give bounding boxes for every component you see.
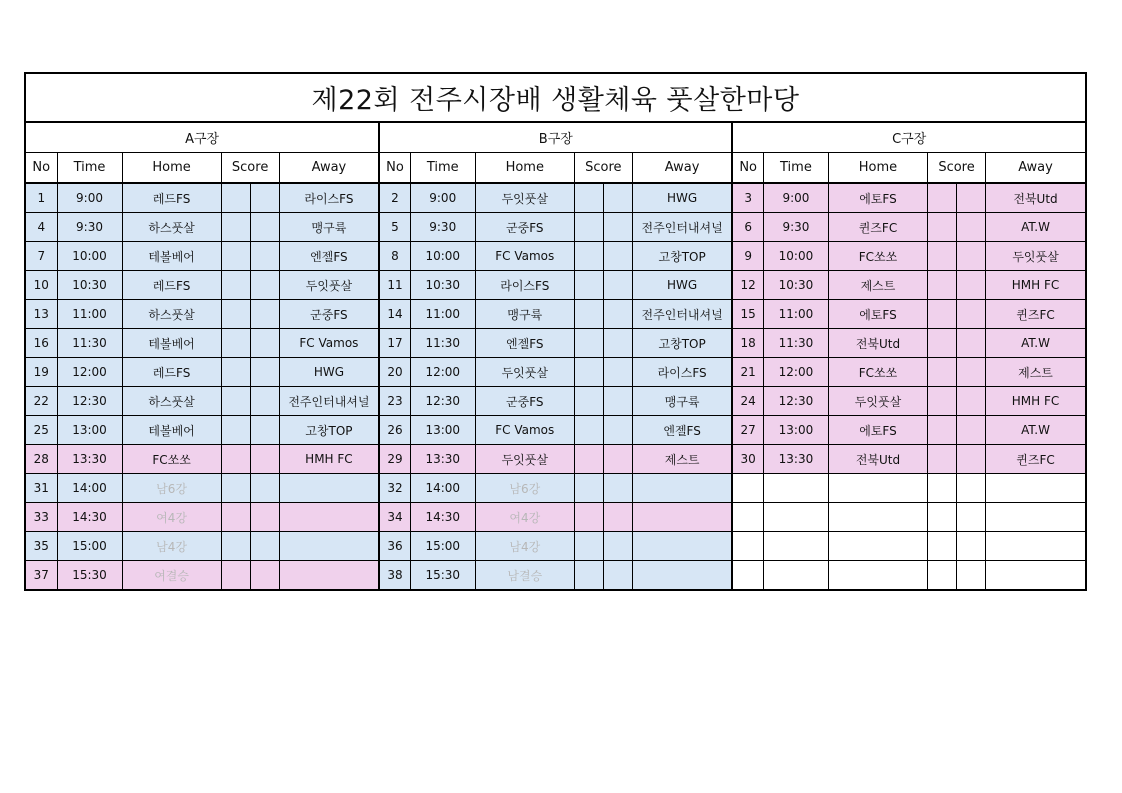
field-c-home-score-cell <box>928 329 957 358</box>
field-c-home-team: FC쏘쏘 <box>828 242 927 271</box>
field-b-away-team: 고창TOP <box>632 329 732 358</box>
field-a-home-team: FC쏘쏘 <box>122 445 221 474</box>
column-header-away: Away <box>279 153 379 184</box>
field-c-home-team: 에토FS <box>828 300 927 329</box>
field-b-home-team: 남4강 <box>475 532 574 561</box>
field-b-away-score-cell <box>603 213 632 242</box>
field-c-home-score-cell <box>928 416 957 445</box>
field-b-home-team: 두잇풋살 <box>475 445 574 474</box>
field-a-away-team: 엔젤FS <box>279 242 379 271</box>
field-b-away-score-cell <box>603 561 632 591</box>
field-b-away-team: HWG <box>632 183 732 213</box>
field-a-away-score-cell <box>250 329 279 358</box>
field-c-match-no: 30 <box>732 445 763 474</box>
field-c-away-score-cell <box>957 242 986 271</box>
field-b-home-team: 남결승 <box>475 561 574 591</box>
field-a-home-team: 남4강 <box>122 532 221 561</box>
field-b-match-no: 23 <box>379 387 410 416</box>
field-c-away-team <box>986 503 1086 532</box>
column-header-time: Time <box>763 153 828 184</box>
field-c-home-score-cell <box>928 445 957 474</box>
field-b-away-team: 고창TOP <box>632 242 732 271</box>
field-b-match-time: 9:30 <box>410 213 475 242</box>
column-header-away: Away <box>632 153 732 184</box>
field-a-home-score-cell <box>221 474 250 503</box>
field-b-home-team: 군중FS <box>475 387 574 416</box>
field-a-home-team: 레드FS <box>122 183 221 213</box>
field-b-match-time: 15:00 <box>410 532 475 561</box>
field-a-away-team: 군중FS <box>279 300 379 329</box>
field-c-away-team: HMH FC <box>986 271 1086 300</box>
column-header-score: Score <box>574 153 632 184</box>
table-row <box>25 242 1086 271</box>
field-b-home-score-cell <box>574 271 603 300</box>
field-b-away-score-cell <box>603 358 632 387</box>
field-c-away-team: HMH FC <box>986 387 1086 416</box>
field-a-home-score-cell <box>221 358 250 387</box>
field-c-away-score-cell <box>957 300 986 329</box>
field-c-match-time <box>763 474 828 503</box>
field-b-away-score-cell <box>603 503 632 532</box>
field-a-match-time: 10:00 <box>57 242 122 271</box>
field-c-away-team: 퀸즈FC <box>986 300 1086 329</box>
field-c-header: C구장 <box>732 122 1086 153</box>
column-header-time: Time <box>57 153 122 184</box>
field-c-away-score-cell <box>957 474 986 503</box>
field-a-home-score-cell <box>221 503 250 532</box>
field-a-match-no: 7 <box>25 242 57 271</box>
field-a-away-score-cell <box>250 387 279 416</box>
field-c-match-no: 12 <box>732 271 763 300</box>
field-a-home-team: 여4강 <box>122 503 221 532</box>
field-a-away-score-cell <box>250 358 279 387</box>
field-c-home-team: 제스트 <box>828 271 927 300</box>
field-c-match-time: 13:30 <box>763 445 828 474</box>
field-a-away-score-cell <box>250 300 279 329</box>
field-b-home-team: 맹구륙 <box>475 300 574 329</box>
field-c-away-score-cell <box>957 445 986 474</box>
table-row <box>25 387 1086 416</box>
field-c-home-team <box>828 474 927 503</box>
field-b-match-time: 11:30 <box>410 329 475 358</box>
field-b-away-score-cell <box>603 329 632 358</box>
field-a-match-no: 10 <box>25 271 57 300</box>
field-c-away-score-cell <box>957 271 986 300</box>
field-a-match-time: 10:30 <box>57 271 122 300</box>
field-b-match-time: 14:00 <box>410 474 475 503</box>
field-a-away-team <box>279 532 379 561</box>
field-c-away-team: 퀸즈FC <box>986 445 1086 474</box>
column-header-no: No <box>25 153 57 184</box>
field-a-away-score-cell <box>250 532 279 561</box>
field-b-header: B구장 <box>379 122 732 153</box>
field-b-home-score-cell <box>574 532 603 561</box>
field-b-match-time: 13:30 <box>410 445 475 474</box>
field-b-away-team: HWG <box>632 271 732 300</box>
field-c-away-score-cell <box>957 358 986 387</box>
field-c-match-time: 12:30 <box>763 387 828 416</box>
field-c-home-score-cell <box>928 561 957 591</box>
field-a-home-score-cell <box>221 300 250 329</box>
field-a-match-time: 13:30 <box>57 445 122 474</box>
field-c-match-no <box>732 532 763 561</box>
table-row <box>25 271 1086 300</box>
field-a-away-team: 두잇풋살 <box>279 271 379 300</box>
field-a-home-score-cell <box>221 183 250 213</box>
field-b-match-no: 17 <box>379 329 410 358</box>
field-a-match-no: 4 <box>25 213 57 242</box>
field-b-away-team: 전주인터내셔널 <box>632 300 732 329</box>
field-a-away-team: 라이스FS <box>279 183 379 213</box>
field-c-away-score-cell <box>957 503 986 532</box>
column-header-score: Score <box>928 153 986 184</box>
field-c-home-score-cell <box>928 503 957 532</box>
field-b-match-no: 2 <box>379 183 410 213</box>
table-row <box>25 358 1086 387</box>
field-c-match-time: 9:00 <box>763 183 828 213</box>
field-c-away-team <box>986 474 1086 503</box>
field-b-away-team <box>632 503 732 532</box>
field-c-away-team: AT.W <box>986 329 1086 358</box>
field-c-home-score-cell <box>928 474 957 503</box>
field-b-away-score-cell <box>603 300 632 329</box>
field-a-header: A구장 <box>25 122 379 153</box>
field-b-match-time: 15:30 <box>410 561 475 591</box>
field-b-home-score-cell <box>574 387 603 416</box>
field-b-match-time: 14:30 <box>410 503 475 532</box>
field-c-home-team: 두잇풋살 <box>828 387 927 416</box>
field-a-away-score-cell <box>250 242 279 271</box>
field-b-away-team: 엔젤FS <box>632 416 732 445</box>
field-b-match-no: 34 <box>379 503 410 532</box>
field-a-home-score-cell <box>221 213 250 242</box>
field-b-home-team: 엔젤FS <box>475 329 574 358</box>
field-c-match-no <box>732 561 763 591</box>
field-a-away-team: 맹구륙 <box>279 213 379 242</box>
field-c-home-score-cell <box>928 300 957 329</box>
field-b-away-team: 맹구륙 <box>632 387 732 416</box>
field-b-home-score-cell <box>574 503 603 532</box>
table-row <box>25 183 1086 213</box>
field-b-away-score-cell <box>603 532 632 561</box>
field-a-away-score-cell <box>250 416 279 445</box>
table-row <box>25 532 1086 561</box>
field-c-away-score-cell <box>957 183 986 213</box>
field-b-home-score-cell <box>574 358 603 387</box>
field-c-away-team <box>986 532 1086 561</box>
field-a-away-score-cell <box>250 561 279 591</box>
field-a-home-team: 남6강 <box>122 474 221 503</box>
field-c-away-team <box>986 561 1086 591</box>
field-a-home-score-cell <box>221 532 250 561</box>
field-b-away-team <box>632 532 732 561</box>
field-a-match-time: 11:30 <box>57 329 122 358</box>
field-b-match-time: 12:30 <box>410 387 475 416</box>
field-b-match-no: 11 <box>379 271 410 300</box>
field-a-home-score-cell <box>221 271 250 300</box>
field-a-match-time: 12:00 <box>57 358 122 387</box>
column-header-home: Home <box>122 153 221 184</box>
field-b-home-team: FC Vamos <box>475 242 574 271</box>
field-c-match-no: 6 <box>732 213 763 242</box>
field-b-match-time: 10:00 <box>410 242 475 271</box>
field-c-away-team: 전북Utd <box>986 183 1086 213</box>
field-c-away-score-cell <box>957 387 986 416</box>
field-a-away-score-cell <box>250 213 279 242</box>
field-a-away-score-cell <box>250 271 279 300</box>
field-b-home-team: 남6강 <box>475 474 574 503</box>
column-header-home: Home <box>475 153 574 184</box>
field-b-away-score-cell <box>603 416 632 445</box>
field-b-home-score-cell <box>574 561 603 591</box>
field-a-home-team: 레드FS <box>122 358 221 387</box>
field-a-match-no: 35 <box>25 532 57 561</box>
field-a-away-team <box>279 503 379 532</box>
field-c-match-no <box>732 503 763 532</box>
field-a-away-score-cell <box>250 183 279 213</box>
field-c-match-no <box>732 474 763 503</box>
table-row <box>25 329 1086 358</box>
field-c-home-team: 에토FS <box>828 183 927 213</box>
field-a-home-team: 테볼베어 <box>122 242 221 271</box>
field-c-home-team <box>828 561 927 591</box>
field-b-match-no: 8 <box>379 242 410 271</box>
field-b-home-score-cell <box>574 242 603 271</box>
field-a-home-score-cell <box>221 561 250 591</box>
field-b-home-score-cell <box>574 416 603 445</box>
field-a-match-no: 37 <box>25 561 57 591</box>
field-c-match-time: 10:30 <box>763 271 828 300</box>
field-a-home-score-cell <box>221 329 250 358</box>
field-b-match-no: 14 <box>379 300 410 329</box>
field-a-match-time: 14:30 <box>57 503 122 532</box>
field-a-home-team: 여결승 <box>122 561 221 591</box>
field-b-match-time: 12:00 <box>410 358 475 387</box>
field-a-away-score-cell <box>250 445 279 474</box>
field-b-match-time: 9:00 <box>410 183 475 213</box>
table-row <box>25 503 1086 532</box>
table-row <box>25 416 1086 445</box>
field-a-match-no: 19 <box>25 358 57 387</box>
field-b-home-team: 두잇풋살 <box>475 183 574 213</box>
field-b-match-no: 5 <box>379 213 410 242</box>
field-c-match-time <box>763 561 828 591</box>
field-b-away-score-cell <box>603 271 632 300</box>
field-a-match-no: 1 <box>25 183 57 213</box>
field-a-match-time: 15:30 <box>57 561 122 591</box>
field-b-match-no: 32 <box>379 474 410 503</box>
table-row <box>25 445 1086 474</box>
field-a-away-score-cell <box>250 474 279 503</box>
field-c-home-score-cell <box>928 213 957 242</box>
field-c-away-team: 두잇풋살 <box>986 242 1086 271</box>
field-c-match-time: 9:30 <box>763 213 828 242</box>
field-a-home-team: 하스풋살 <box>122 387 221 416</box>
field-c-match-time: 12:00 <box>763 358 828 387</box>
column-header-no: No <box>379 153 410 184</box>
table-row <box>25 474 1086 503</box>
field-a-home-score-cell <box>221 387 250 416</box>
field-b-home-score-cell <box>574 445 603 474</box>
field-c-away-score-cell <box>957 561 986 591</box>
field-a-away-score-cell <box>250 503 279 532</box>
page-title: 제22회 전주시장배 생활체육 풋살한마당 <box>25 73 1086 122</box>
field-b-match-time: 10:30 <box>410 271 475 300</box>
field-c-home-score-cell <box>928 183 957 213</box>
schedule-table <box>24 72 1087 591</box>
field-c-match-time: 11:00 <box>763 300 828 329</box>
field-c-away-score-cell <box>957 213 986 242</box>
field-b-away-score-cell <box>603 445 632 474</box>
field-c-match-no: 18 <box>732 329 763 358</box>
field-a-match-no: 25 <box>25 416 57 445</box>
field-c-home-score-cell <box>928 358 957 387</box>
field-a-home-team: 레드FS <box>122 271 221 300</box>
field-a-match-time: 14:00 <box>57 474 122 503</box>
field-c-home-team: 전북Utd <box>828 445 927 474</box>
field-b-away-team <box>632 561 732 591</box>
field-a-home-team: 하스풋살 <box>122 213 221 242</box>
field-b-match-no: 38 <box>379 561 410 591</box>
field-b-away-team: 전주인터내셔널 <box>632 213 732 242</box>
field-c-away-score-cell <box>957 532 986 561</box>
field-b-match-time: 11:00 <box>410 300 475 329</box>
field-a-home-team: 하스풋살 <box>122 300 221 329</box>
field-b-home-score-cell <box>574 329 603 358</box>
field-a-home-score-cell <box>221 445 250 474</box>
field-a-match-no: 22 <box>25 387 57 416</box>
field-a-match-time: 9:30 <box>57 213 122 242</box>
field-a-match-time: 15:00 <box>57 532 122 561</box>
field-a-match-time: 13:00 <box>57 416 122 445</box>
field-a-away-team <box>279 561 379 591</box>
field-a-home-team: 테볼베어 <box>122 416 221 445</box>
field-b-away-score-cell <box>603 474 632 503</box>
field-c-away-team: AT.W <box>986 416 1086 445</box>
field-b-away-team: 제스트 <box>632 445 732 474</box>
field-c-match-time: 10:00 <box>763 242 828 271</box>
field-b-home-team: 여4강 <box>475 503 574 532</box>
field-c-away-team: 제스트 <box>986 358 1086 387</box>
table-row <box>25 300 1086 329</box>
field-c-match-no: 21 <box>732 358 763 387</box>
field-b-away-score-cell <box>603 387 632 416</box>
field-a-match-no: 33 <box>25 503 57 532</box>
field-b-home-score-cell <box>574 300 603 329</box>
field-c-match-time <box>763 532 828 561</box>
field-c-home-team: 퀸즈FC <box>828 213 927 242</box>
field-a-match-time: 11:00 <box>57 300 122 329</box>
column-header-away: Away <box>986 153 1086 184</box>
column-header-home: Home <box>828 153 927 184</box>
field-c-home-team: 에토FS <box>828 416 927 445</box>
field-c-match-no: 27 <box>732 416 763 445</box>
field-b-match-no: 20 <box>379 358 410 387</box>
field-b-away-score-cell <box>603 183 632 213</box>
field-b-match-time: 13:00 <box>410 416 475 445</box>
field-a-home-score-cell <box>221 416 250 445</box>
field-a-away-team: 전주인터내셔널 <box>279 387 379 416</box>
field-c-match-time: 13:00 <box>763 416 828 445</box>
field-a-away-team <box>279 474 379 503</box>
field-c-away-score-cell <box>957 329 986 358</box>
field-b-home-team: 라이스FS <box>475 271 574 300</box>
field-b-match-no: 26 <box>379 416 410 445</box>
field-b-home-team: 두잇풋살 <box>475 358 574 387</box>
field-b-home-team: 군중FS <box>475 213 574 242</box>
field-a-match-no: 31 <box>25 474 57 503</box>
field-c-match-no: 15 <box>732 300 763 329</box>
field-b-away-team <box>632 474 732 503</box>
field-a-match-time: 9:00 <box>57 183 122 213</box>
field-a-match-time: 12:30 <box>57 387 122 416</box>
field-c-match-time <box>763 503 828 532</box>
table-row <box>25 561 1086 591</box>
field-c-home-score-cell <box>928 242 957 271</box>
field-a-home-score-cell <box>221 242 250 271</box>
table-row <box>25 213 1086 242</box>
field-a-away-team: FC Vamos <box>279 329 379 358</box>
field-c-home-score-cell <box>928 387 957 416</box>
field-c-away-score-cell <box>957 416 986 445</box>
field-a-away-team: HWG <box>279 358 379 387</box>
column-header-no: No <box>732 153 763 184</box>
field-c-home-team: FC쏘쏘 <box>828 358 927 387</box>
field-c-home-score-cell <box>928 532 957 561</box>
field-c-match-no: 3 <box>732 183 763 213</box>
field-c-away-team: AT.W <box>986 213 1086 242</box>
field-b-away-score-cell <box>603 242 632 271</box>
field-c-match-no: 24 <box>732 387 763 416</box>
field-a-away-team: 고창TOP <box>279 416 379 445</box>
field-b-home-score-cell <box>574 474 603 503</box>
field-a-away-team: HMH FC <box>279 445 379 474</box>
field-c-home-team: 전북Utd <box>828 329 927 358</box>
field-c-home-team <box>828 532 927 561</box>
field-b-home-score-cell <box>574 213 603 242</box>
field-a-match-no: 28 <box>25 445 57 474</box>
field-c-home-team <box>828 503 927 532</box>
field-a-home-team: 테볼베어 <box>122 329 221 358</box>
field-c-match-time: 11:30 <box>763 329 828 358</box>
field-a-match-no: 16 <box>25 329 57 358</box>
field-b-home-score-cell <box>574 183 603 213</box>
column-header-score: Score <box>221 153 279 184</box>
column-header-time: Time <box>410 153 475 184</box>
field-b-match-no: 36 <box>379 532 410 561</box>
field-a-match-no: 13 <box>25 300 57 329</box>
field-b-away-team: 라이스FS <box>632 358 732 387</box>
field-b-home-team: FC Vamos <box>475 416 574 445</box>
field-c-home-score-cell <box>928 271 957 300</box>
field-c-match-no: 9 <box>732 242 763 271</box>
field-b-match-no: 29 <box>379 445 410 474</box>
